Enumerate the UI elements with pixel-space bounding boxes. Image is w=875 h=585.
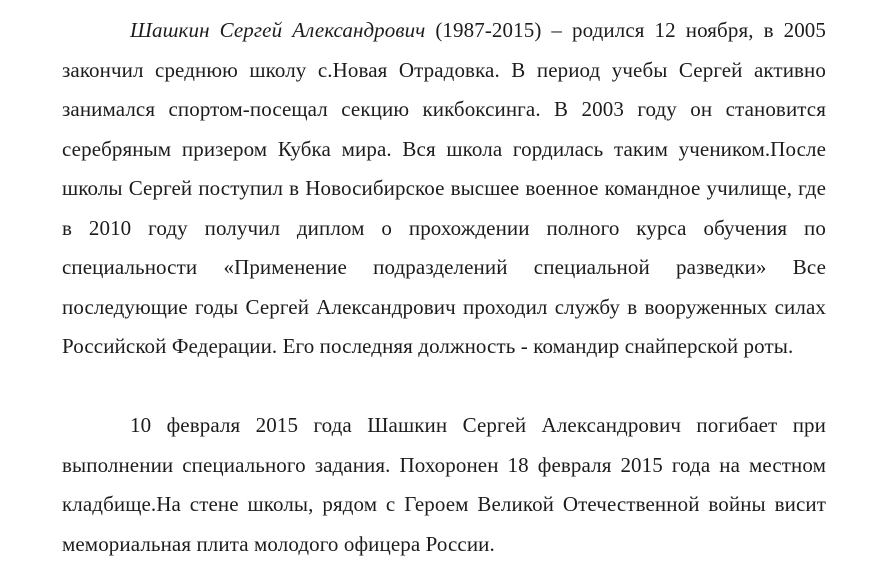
memorial-text: 10 февраля 2015 года Шашкин Сергей Александрович погибает при выполнении специального задания. Похоронен 18 февраля 2015 года на местном кладбище.На стене школы, рядом с Героем Великой Отечественной войны висит мемориальная плита молодого офицера России. xyxy=(62,413,826,556)
memorial-paragraph xyxy=(62,406,826,564)
biography-paragraph xyxy=(62,11,826,367)
person-name: Шашкин Сергей Александрович xyxy=(130,18,426,42)
biography-text: (1987-2015) – родился 12 ноября, в 2005 закончил среднюю школу с.Новая Отрадовка. В период учебы Сергей активно занимался спортом-посещал секцию кикбоксинга. В 2003 году он становится серебряным призером Кубка мира. Вся школа гордилась таким учеником.После школы Сергей поступил в Новосибирское высшее военное командное училище, где в 2010 году получил диплом о прохождении полного курса обучения по специальности «Применение подразделений специальной разведки» Все последующие годы Сергей Александрович проходил службу в вооруженных силах Российской Федерации. Его последняя должность - командир снайперской роты. xyxy=(62,18,826,358)
